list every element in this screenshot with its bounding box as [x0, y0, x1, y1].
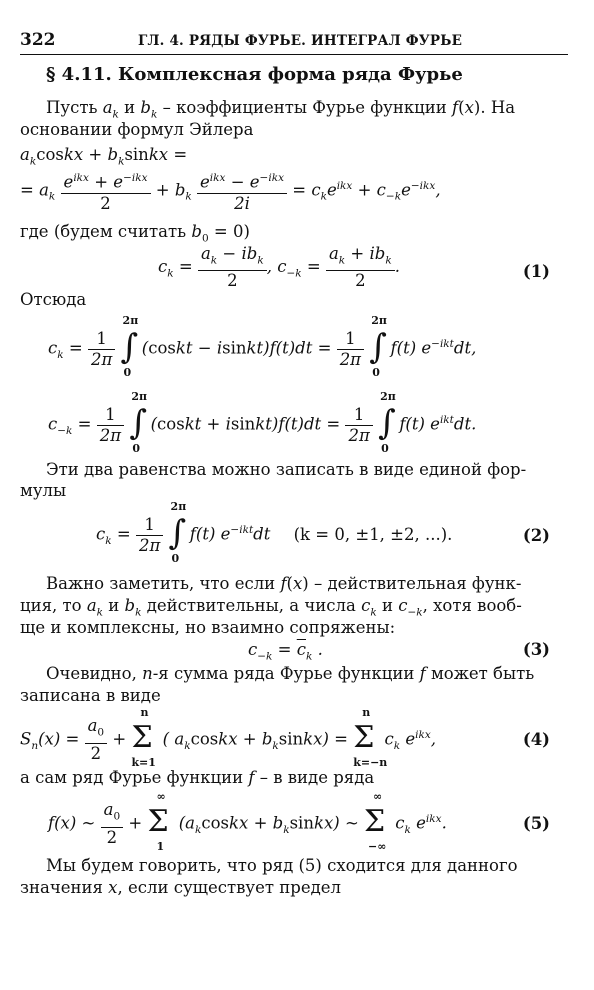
text-fragment: -я сумма ряда Фурье функции [152, 664, 415, 683]
paragraph-line: ция, то $a_k$ и $b_k$ действительны, а числа $c_k$ и $c_{-k}$, хотя вооб- [20, 596, 522, 619]
text-fragment: и [108, 596, 120, 615]
text-fragment: действительны, а числа [146, 596, 356, 615]
equation-number: (2) [522, 526, 550, 545]
paragraph-line: основании формул Эйлера [20, 120, 254, 139]
formula-euler-2: = $a_k$ $\frac{e^{ikx} + e^{-ikx}}{2}$ + $b_k$ $\frac{e^{ikx} - e^{-ikx}}{2i}$ = $c_ke^{ikx} + c_{-k}e^{-ikx}$, [20, 168, 441, 222]
text-fragment: , хотя вооб- [422, 596, 522, 615]
text-fragment: значения [20, 878, 103, 897]
formula-2-range: (k = 0, ±1, ±2, ...). [293, 524, 453, 544]
text-fragment: Важно заметить, что если [46, 574, 276, 593]
paragraph-line: записана в виде [20, 686, 161, 705]
formula-euler-1: $a_kcoskx$ + $b_ksinkx$ = [20, 145, 188, 168]
paragraph-line: Отсюда [20, 290, 87, 309]
paragraph-line: Важно заметить, что если f(x) – действительная функ- [46, 574, 522, 593]
paragraph-line: а сам ряд Фурье функции f – в виде ряда [20, 768, 375, 787]
formula-3: $c_{-k} = \overline{c}_k$ . [248, 640, 323, 663]
formula-c-minus-k: $c_{-k}$ = $\frac{1}{2\pi}$ ∫ 2π 0 (coskt + isinkt)f(t)dt = $\frac{1}{2\pi}$ ∫ 2π 0 f(t) $e^{ikt}dt$. [48, 390, 477, 455]
text-fragment: – коэффициенты Фурье функции [162, 98, 447, 117]
paragraph-line: Пусть $a_k$ и $b_k$ – коэффициенты Фурье функции f(x). На [46, 98, 516, 121]
text-fragment: а сам ряд Фурье функции [20, 768, 244, 787]
page-header [20, 30, 568, 55]
equation-number: (4) [522, 730, 550, 749]
text-fragment: и [381, 596, 393, 615]
formula-5: f(x) ~ $\frac{a_0}{2}$ + Σ ∞ 1 ($a_kcoskx$ + $b_ksinkx$) ~ Σ ∞ −∞ $c_k$ $e^{ikx}$. [48, 790, 447, 853]
paragraph-line: значения x, если существует предел [20, 878, 341, 897]
formula-ck: $c_k$ = $\frac{1}{2\pi}$ ∫ 2π 0 (coskt − isinkt)f(t)dt = $\frac{1}{2\pi}$ ∫ 2π 0 f(t) $e^{-ikt}dt$, [48, 314, 477, 379]
formula-4: $S_n(x)$ = $\frac{a_0}{2}$ + Σ n k=1 ( $a_kcoskx$ + $b_ksinkx$) = Σ n k=−n $c_k$ $e^{ikx}$, [20, 706, 437, 769]
text-fragment: ция, то [20, 596, 82, 615]
paragraph-line: где (будем считать $b_0 = 0$) [20, 222, 250, 245]
text-fragment: . На [480, 98, 516, 117]
paragraph-line: ще и комплексны, но взаимно сопряжены: [20, 618, 396, 637]
text-fragment: = 0) [213, 222, 250, 241]
running-title: ГЛ. 4. РЯДЫ ФУРЬЕ. ИНТЕГРАЛ ФУРЬЕ [138, 33, 463, 49]
formula-1: $c_k$ = $\frac{a_k - ib_k}{2}$ , $c_{-k}$ = $\frac{a_k + ib_k}{2}$ . [158, 244, 400, 291]
paragraph-line: Очевидно, n-я сумма ряда Фурье функции f может быть [46, 664, 535, 683]
text-fragment: может быть [430, 664, 535, 683]
text-fragment: – действительная функ- [313, 574, 522, 593]
text-fragment: где (будем считать [20, 222, 187, 241]
text-fragment: – в виде ряда [259, 768, 375, 787]
text-fragment: и [124, 98, 136, 117]
text-fragment: , если существует предел [117, 878, 341, 897]
equation-number: (3) [522, 640, 550, 659]
formula-2: $c_k$ = $\frac{1}{2\pi}$ ∫ 2π 0 f(t) $e^{-ikt}dt$ (k = 0, ±1, ±2, ...). [96, 500, 453, 565]
equation-number: (1) [522, 262, 550, 281]
text-fragment: Пусть [46, 98, 98, 117]
section-title: § 4.11. Комплексная форма ряда Фурье [46, 64, 463, 85]
text-fragment: Очевидно, [46, 664, 137, 683]
paragraph-line: Эти два равенства можно записать в виде единой фор- [46, 460, 527, 479]
paragraph-line: Мы будем говорить, что ряд (5) сходится для данного [46, 856, 518, 875]
paragraph-line: мулы [20, 481, 67, 500]
equation-number: (5) [522, 814, 550, 833]
page-number: 322 [20, 30, 56, 50]
